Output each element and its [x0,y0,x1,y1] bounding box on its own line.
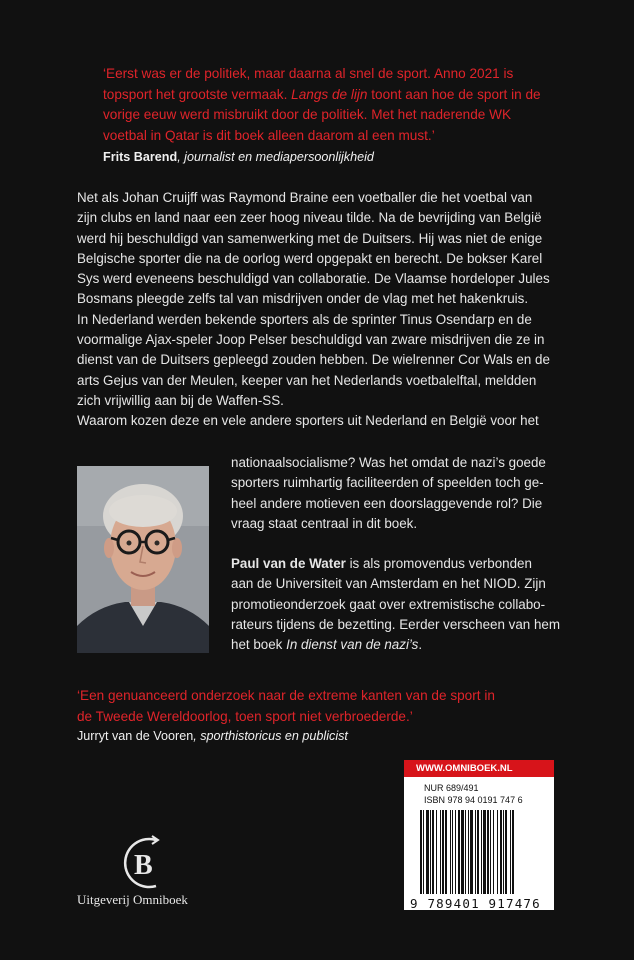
omniboek-logo-icon [112,830,178,896]
blurb [77,188,567,432]
bio-line: rateurs tijdens de bezetting. Eerder verscheen van hem [231,616,560,632]
quote-author: Jurryt van de Vooren [77,729,194,743]
quote-author-role: , journalist en mediapersoonlijkheid [177,150,374,164]
blurb-continued [231,453,571,534]
quote-line: vorige eeuw werd misbruikt door de politiek. Met het naderende WK [103,107,512,122]
quote-line: ‘Een genuanceerd onderzoek naar de extreme kanten van de sport in [77,688,495,703]
blurb-line: sporters ruimhartig faciliteerden of speelden toch ge- [231,475,544,491]
blurb-line: nationaalsocialisme? Was het omdat de nazi’s goede [231,455,546,470]
author-name: Paul van de Water [231,556,346,571]
logo-letter: B [134,850,153,881]
blurb-line: arts Gejus van der Meulen, keeper van het Nederlands voetbalelftal, meldden [77,372,537,388]
author-portrait [77,466,209,653]
publisher-name: Uitgeverij Omniboek [77,892,188,907]
blurb-line: Waarom kozen deze en vele andere sporters uit Nederland en België voor het [77,413,539,429]
blurb-line: Bosmans pleegde zelfs tal van misdrijven onder de vlag met het hakenkruis. [77,291,529,307]
publisher-url[interactable]: WWW.OMNIBOEK.NL [404,760,554,777]
blurb-line: zijn clubs en land naar een zeer hoog niveau tilde. Na de bevrijding van België [77,210,542,226]
publisher-logo [112,830,178,896]
bio-line: aan de Universiteit van Amsterdam en het NIOD. Zijn [231,576,546,592]
previous-book-title: In dienst van de nazi’s [286,637,419,653]
bottom-quote [77,686,577,727]
book-title: Langs de lijn [291,86,368,102]
blurb-line: Sys werd eveneens beschuldigd van collaboratie. De Vlaamse hordeloper Jules [77,271,550,287]
quote-author-role: , sporthistoricus en publicist [193,729,348,743]
quote-author: Frits Barend [103,150,178,164]
barcode-digits: 9 789401 917476 [410,896,541,911]
top-quote-attribution [103,148,374,166]
author-photo [77,466,209,653]
barcode-label [404,760,554,910]
blurb-line: dienst van de Duitsers gepleegd zouden hebben. De wielrenner Cor Wals en de [77,352,550,368]
quote-line: ‘Eerst was er de politiek, maar daarna al snel de sport. Anno 2021 is [103,66,514,81]
quote-line: topsport het grootste vermaak. Langs de lijn toont aan hoe de sport in de [103,86,541,102]
isbn-code: ISBN 978 94 0191 747 6 [424,795,523,805]
barcode-icon [404,760,554,910]
nur-code: NUR 689/491 [424,783,479,793]
blurb-line: vraag staat centraal in dit boek. [231,515,418,531]
author-bio [231,554,571,655]
bio-line: promotieonderzoek gaat over extremistische collabo- [231,596,546,612]
quote-line: voetbal in Qatar is dit boek alleen daarom al een must.’ [103,127,435,143]
blurb-line: voormalige Ajax-speler Joop Pelser beschuldigd van zware misdrijven die ze in [77,332,545,348]
blurb-line: Belgische sporter die na de oorlog werd opgepakt en berecht. De bokser Karel [77,250,543,266]
quote-line: de Tweede Wereldoorlog, toen sport niet verbroederde.’ [77,708,413,724]
bio-line: Paul van de Water is als promovendus verbonden [231,556,532,571]
blurb-line: In Nederland werden bekende sporters als de sprinter Tinus Osendarp en de [77,311,532,327]
top-quote [103,64,573,146]
blurb-line: werd hij beschuldigd van samenwerking met de Duitsers. Hij was niet de enige [77,230,543,246]
bio-line: het boek In dienst van de nazi’s. [231,637,423,653]
bottom-quote-attribution [77,727,348,745]
blurb-line: Net als Johan Cruijff was Raymond Braine een voetballer die het voetbal van [77,190,533,205]
blurb-line: zich vrijwillig aan bij de Waffen-SS. [77,392,284,408]
blurb-line: heel andere motieven een doorslaggevende rol? Die [231,495,543,511]
